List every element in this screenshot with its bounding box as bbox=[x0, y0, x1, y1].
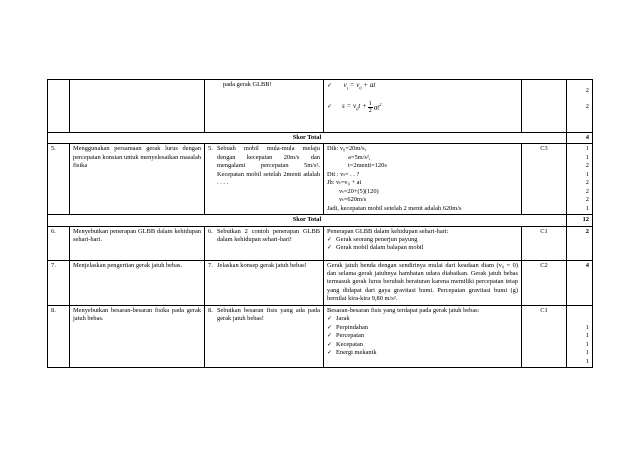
table-row bbox=[48, 144, 593, 215]
indicator-cell: Menggunakan persamaan gerak lurus dengan percepatan konstan untuk menyelesaikan masalah fisika bbox=[70, 144, 205, 215]
level-cell: C1 bbox=[522, 305, 567, 367]
level-cell: C3 bbox=[522, 144, 567, 215]
answer-cell: Besaran-besaran fisis yang terdapat pada gerak jatuh bebas: ✓ Jarak ✓ Perpindahan ✓ Percepatan ✓ Kecepatan ✓ Energi mekanik bbox=[324, 305, 522, 367]
check-icon bbox=[327, 82, 336, 89]
assessment-table bbox=[47, 79, 593, 368]
row-number: 8. bbox=[48, 305, 70, 367]
answer-cell bbox=[324, 80, 522, 133]
answer-item: ✓ Gerak seorang penerjun payung bbox=[327, 236, 518, 244]
score-cell: 1 1 1 1 1 bbox=[567, 305, 593, 367]
total-label: Skor Total bbox=[48, 215, 567, 226]
question-text: Sebutkan besaran fisis yang ada pada gerak jatuh bebas! bbox=[217, 306, 320, 323]
question-text: Sebutkan 2 contoh penerapan GLBB dalam kehidupan sehari-hari! bbox=[217, 227, 320, 243]
question-cell: 6. Sebutkan 2 contoh penerapan GLBB dalam kehidupan sehari-hari! bbox=[205, 226, 324, 260]
answer-cell: Dik: v₀=20m/s, a=5m/s², t=2menit=120s Dit : vₜ= . . ? Jb: vₜ=v₀ + at vₜ=20+(5)(120) vₜ=620m/s Jadi, kecepatan mobil setelah 2 menit adalah 620m/s bbox=[324, 144, 522, 215]
question-text: Jelaskan konsep gerak jatuh bebas! bbox=[217, 261, 307, 269]
level-cell: C2 bbox=[522, 260, 567, 305]
score-cell: 4 bbox=[567, 260, 593, 305]
total-value: 12 bbox=[567, 215, 593, 226]
table-row bbox=[48, 226, 593, 260]
row-number: 7. bbox=[48, 260, 70, 305]
total-row bbox=[48, 133, 593, 144]
table-row bbox=[48, 80, 593, 133]
level-cell: C1 bbox=[522, 226, 567, 260]
answer-item: ✓ Jarak bbox=[327, 315, 518, 323]
indicator-cell: Menyebutkan besaran-besaran fisika pada gerak jatuh bebas. bbox=[70, 305, 205, 367]
answer-item: ✓ Perpindahan bbox=[327, 324, 518, 332]
no-cell bbox=[48, 80, 70, 133]
formula-line: ✓ $v_t = v_0$ + at bbox=[327, 81, 518, 101]
answer-item: ✓ Percepatan bbox=[327, 332, 518, 340]
question-cell: 5. Sebuah mobil mula-mula melaju dengan kecepatan 20m/s dan mengalami percepatan 5m/s². Kecepatan mobil setelah 2menit adalah . . . . bbox=[205, 144, 324, 215]
question-cell: 8. Sebutkan besaran fisis yang ada pada gerak jatuh bebas! bbox=[205, 305, 324, 367]
question-cell bbox=[205, 80, 324, 133]
answer-cell: Penerapan GLBB dalam kehidupan sehari-hari: ✓ Gerak seorang penerjun payung ✓ Gerak mobil dalam balapan mobil bbox=[324, 226, 522, 260]
answer-item: ✓ Kecepatan bbox=[327, 341, 518, 349]
total-row bbox=[48, 215, 593, 226]
answer-item: ✓ Energi mekanik bbox=[327, 349, 518, 357]
indicator-cell: Menyebutkan penerapan GLBB dalam kehidupan sehari-hari. bbox=[70, 226, 205, 260]
row-number: 6. bbox=[48, 226, 70, 260]
table-row bbox=[48, 305, 593, 367]
question-cell: 7. Jelaskan konsep gerak jatuh bebas! bbox=[205, 260, 324, 305]
total-label: Skor Total bbox=[48, 133, 567, 144]
formula-line: ✓ $s = v_0t$ + $\frac{1}{2}$ $at^2$ bbox=[327, 101, 518, 114]
score-cell: 2 bbox=[567, 226, 593, 260]
row-number: 5. bbox=[48, 144, 70, 215]
question-text: pada gerak GLBB! bbox=[223, 81, 272, 88]
level-cell bbox=[522, 80, 567, 133]
indicator-cell bbox=[70, 80, 205, 133]
score-cell: 2 2 bbox=[567, 80, 593, 133]
answer-item: ✓ Gerak mobil dalam balapan mobil bbox=[327, 244, 518, 252]
table-row bbox=[48, 260, 593, 305]
check-icon bbox=[327, 103, 336, 111]
indicator-cell: Menjelaskan pengertian gerak jatuh bebas. bbox=[70, 260, 205, 305]
total-value: 4 bbox=[567, 133, 593, 144]
score-cell: 1 1 2 1 2 2 2 1 bbox=[567, 144, 593, 215]
question-text: Sebuah mobil mula-mula melaju dengan kecepatan 20m/s dan mengalami percepatan 5m/s². Kecepatan mobil setelah 2menit adalah . . . . bbox=[217, 145, 320, 187]
answer-cell: Gerak jatuh benda dengan sendirinya mulai dari keadaan diam (v₀ = 0) dan selama gerak jatuhnya hambatan udara diabaikan. Gerak jatuh bebas termasuk gerak lurus berubah beraturan karena memiliki percepatan tetap yang didapat dari gaya gravitasi bumi. Percepatan gravitasi bumi (g) bernilai kira-kira 9,80 m/s². bbox=[324, 260, 522, 305]
